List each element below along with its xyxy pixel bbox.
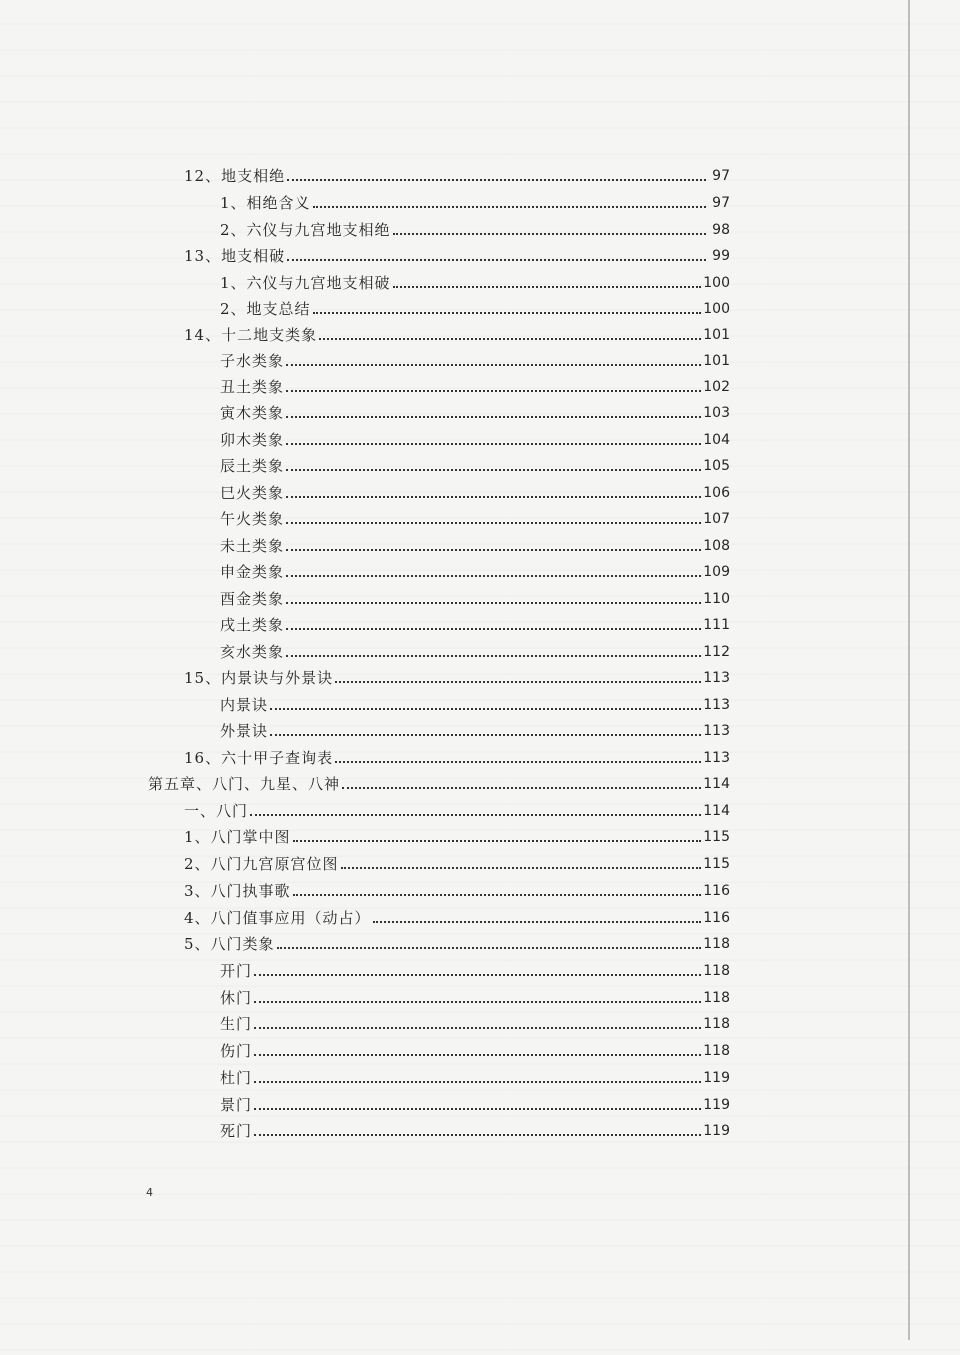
dot-leader xyxy=(286,416,701,418)
toc-entry xyxy=(220,214,730,240)
toc-entry-title: 生门 xyxy=(220,1015,253,1033)
toc-entry xyxy=(220,424,730,450)
toc-entry xyxy=(220,556,730,582)
toc-entry xyxy=(220,955,730,981)
toc-entry xyxy=(220,293,730,319)
toc-entry-page: 113 xyxy=(703,750,730,766)
toc-entry-number: 12、 xyxy=(184,167,222,185)
dot-leader xyxy=(286,522,701,524)
toc-entry-number: 1、 xyxy=(220,194,247,212)
dot-leader xyxy=(286,443,701,445)
toc-entry-title: 地支相破 xyxy=(221,247,286,265)
toc-entry xyxy=(184,662,730,688)
dot-leader xyxy=(319,338,701,340)
dot-leader xyxy=(254,1108,701,1110)
toc-entry-page: 113 xyxy=(703,697,730,713)
toc-entry xyxy=(220,1035,730,1061)
toc-entry-title: 巳火类象 xyxy=(220,484,285,502)
toc-entry-title: 八门执事歌 xyxy=(210,882,291,900)
toc-entry-title: 内景诀与外景诀 xyxy=(221,669,334,687)
dot-leader xyxy=(286,602,701,604)
toc-entry-title: 子水类象 xyxy=(220,352,285,370)
toc-entry-number: 16、 xyxy=(184,749,222,767)
dot-leader xyxy=(277,947,702,949)
toc-entry-title: 午火类象 xyxy=(220,510,285,528)
toc-entry xyxy=(220,450,730,476)
toc-entry-number: 1、 xyxy=(184,828,211,846)
toc-entry xyxy=(220,1089,730,1115)
toc-entry-title: 辰土类象 xyxy=(220,457,285,475)
dot-leader xyxy=(286,575,701,577)
toc-entry xyxy=(220,1008,730,1034)
toc-entry-page: 116 xyxy=(703,883,730,899)
toc-entry xyxy=(220,689,730,715)
toc-entry-title: 一、八门 xyxy=(184,802,249,820)
toc-entry-number: 2、 xyxy=(184,855,211,873)
dot-leader xyxy=(254,974,701,976)
toc-entry-page: 97 xyxy=(712,168,730,184)
toc-entry xyxy=(220,371,730,397)
toc-entry-page: 119 xyxy=(703,1097,730,1113)
toc-entry xyxy=(220,530,730,556)
scan-edge-line xyxy=(908,0,910,1340)
toc-entry xyxy=(184,848,730,874)
toc-entry xyxy=(184,742,730,768)
toc-entry xyxy=(220,397,730,423)
toc-entry xyxy=(220,715,730,741)
toc-entry-title: 内景诀 xyxy=(220,696,269,714)
toc-entry-number: 2、 xyxy=(220,300,247,318)
toc-entry-title: 六十甲子查询表 xyxy=(221,749,334,767)
dot-leader xyxy=(286,496,701,498)
toc-entry-page: 97 xyxy=(712,195,730,211)
toc-entry xyxy=(220,609,730,635)
toc-entry-title: 八门掌中图 xyxy=(210,828,291,846)
toc-entry-number: 13、 xyxy=(184,247,222,265)
toc-entry-page: 119 xyxy=(703,1070,730,1086)
toc-entry-page: 107 xyxy=(703,511,730,527)
toc-entry-title: 戌土类象 xyxy=(220,616,285,634)
toc-entry-page: 114 xyxy=(703,803,730,819)
toc-entry-page: 104 xyxy=(703,432,730,448)
dot-leader xyxy=(293,840,702,842)
toc-entry xyxy=(184,319,730,345)
toc-entry xyxy=(220,1062,730,1088)
dot-leader xyxy=(286,628,701,630)
toc-entry xyxy=(184,821,730,847)
toc-entry-number: 15、 xyxy=(184,669,222,687)
toc-entry-page: 118 xyxy=(703,963,730,979)
toc-entry-number: 14、 xyxy=(184,326,222,344)
toc-entry-page: 99 xyxy=(712,248,730,264)
toc-entry xyxy=(220,1115,730,1141)
toc-entry xyxy=(220,345,730,371)
toc-entry-page: 103 xyxy=(703,405,730,421)
toc-entry-page: 100 xyxy=(703,301,730,317)
toc-entry-title: 死门 xyxy=(220,1122,253,1140)
dot-leader xyxy=(254,1134,701,1136)
toc-entry-title: 八门值事应用（动占） xyxy=(210,909,371,927)
toc-entry-title: 外景诀 xyxy=(220,722,269,740)
dot-leader xyxy=(286,469,701,471)
toc-entry-page: 98 xyxy=(712,222,730,238)
toc-entry xyxy=(184,875,730,901)
toc-entry-title: 六仪与九宫地支相绝 xyxy=(246,221,391,239)
toc-entry-page: 115 xyxy=(703,829,730,845)
toc-entry-title: 地支相绝 xyxy=(221,167,286,185)
toc-entry-title: 开门 xyxy=(220,962,253,980)
toc-entry-title: 第五章、八门、九星、八神 xyxy=(148,775,341,793)
toc-entry xyxy=(220,477,730,503)
toc-entry xyxy=(220,636,730,662)
toc-entry-page: 106 xyxy=(703,485,730,501)
toc-entry-page: 101 xyxy=(703,353,730,369)
toc-entry-page: 109 xyxy=(703,564,730,580)
toc-entry-number: 1、 xyxy=(220,274,247,292)
toc-entry xyxy=(220,267,730,293)
dot-leader xyxy=(270,708,701,710)
toc-entry xyxy=(184,928,730,954)
toc-entry-page: 110 xyxy=(703,591,730,607)
toc-entry-title: 八门类象 xyxy=(210,935,275,953)
dot-leader xyxy=(270,734,701,736)
dot-leader xyxy=(341,867,702,869)
dot-leader xyxy=(250,814,701,816)
dot-leader xyxy=(313,312,702,314)
toc-entry-number: 4、 xyxy=(184,909,211,927)
toc-entry xyxy=(220,503,730,529)
dot-leader xyxy=(393,286,702,288)
toc-entry-title: 寅木类象 xyxy=(220,404,285,422)
toc-entry xyxy=(184,160,730,186)
toc-entry-title: 丑土类象 xyxy=(220,378,285,396)
dot-leader xyxy=(254,1081,701,1083)
dot-leader xyxy=(313,206,706,208)
toc-entry-title: 酉金类象 xyxy=(220,590,285,608)
toc-entry-title: 休门 xyxy=(220,989,253,1007)
toc-entry-page: 118 xyxy=(703,990,730,1006)
toc-entry-page: 118 xyxy=(703,1016,730,1032)
toc-entry-page: 108 xyxy=(703,538,730,554)
toc-entry-title: 杜门 xyxy=(220,1069,253,1087)
toc-entry xyxy=(220,583,730,609)
toc-entry-page: 114 xyxy=(703,776,730,792)
dot-leader xyxy=(254,1001,701,1003)
toc-entry-page: 115 xyxy=(703,856,730,872)
toc-entry-number: 5、 xyxy=(184,935,211,953)
toc-entry xyxy=(220,982,730,1008)
toc-entry-page: 116 xyxy=(703,910,730,926)
page-number: 4 xyxy=(146,1186,153,1199)
dot-leader xyxy=(335,681,701,683)
toc-entry-title: 八门九宫原宫位图 xyxy=(210,855,339,873)
dot-leader xyxy=(286,364,701,366)
dot-leader xyxy=(342,787,701,789)
dot-leader xyxy=(286,655,701,657)
toc-entry-page: 105 xyxy=(703,458,730,474)
toc-entry-title: 伤门 xyxy=(220,1042,253,1060)
dot-leader xyxy=(373,921,702,923)
toc-entry-title: 十二地支类象 xyxy=(221,326,318,344)
toc-entry-title: 六仪与九宫地支相破 xyxy=(246,274,391,292)
toc-entry-page: 118 xyxy=(703,1043,730,1059)
toc-entry xyxy=(184,240,730,266)
toc-entry-number: 2、 xyxy=(220,221,247,239)
toc-entry-title: 未土类象 xyxy=(220,537,285,555)
toc-entry-chapter xyxy=(148,768,730,794)
dot-leader xyxy=(286,390,701,392)
toc-entry-page: 113 xyxy=(703,670,730,686)
dot-leader xyxy=(393,233,706,235)
dot-leader xyxy=(286,549,701,551)
toc-entry-title: 地支总结 xyxy=(246,300,311,318)
toc-entry-title: 申金类象 xyxy=(220,563,285,581)
toc-entry xyxy=(184,795,730,821)
toc-entry-page: 100 xyxy=(703,275,730,291)
toc-entry-page: 111 xyxy=(703,617,730,633)
toc-entry-page: 101 xyxy=(703,327,730,343)
toc-entry-page: 112 xyxy=(703,644,730,660)
dot-leader xyxy=(254,1027,701,1029)
toc-entry xyxy=(220,187,730,213)
toc-entry-page: 119 xyxy=(703,1123,730,1139)
toc-entry-page: 118 xyxy=(703,936,730,952)
dot-leader xyxy=(254,1054,701,1056)
toc-entry-number: 3、 xyxy=(184,882,211,900)
toc-entry-page: 102 xyxy=(703,379,730,395)
toc-entry xyxy=(184,902,730,928)
toc-entry-title: 亥水类象 xyxy=(220,643,285,661)
toc-entry-title: 景门 xyxy=(220,1096,253,1114)
dot-leader xyxy=(335,761,701,763)
toc-entry-title: 卯木类象 xyxy=(220,431,285,449)
dot-leader xyxy=(287,179,706,181)
toc-entry-title: 相绝含义 xyxy=(246,194,311,212)
dot-leader xyxy=(293,894,702,896)
dot-leader xyxy=(287,259,706,261)
toc-entry-page: 113 xyxy=(703,723,730,739)
